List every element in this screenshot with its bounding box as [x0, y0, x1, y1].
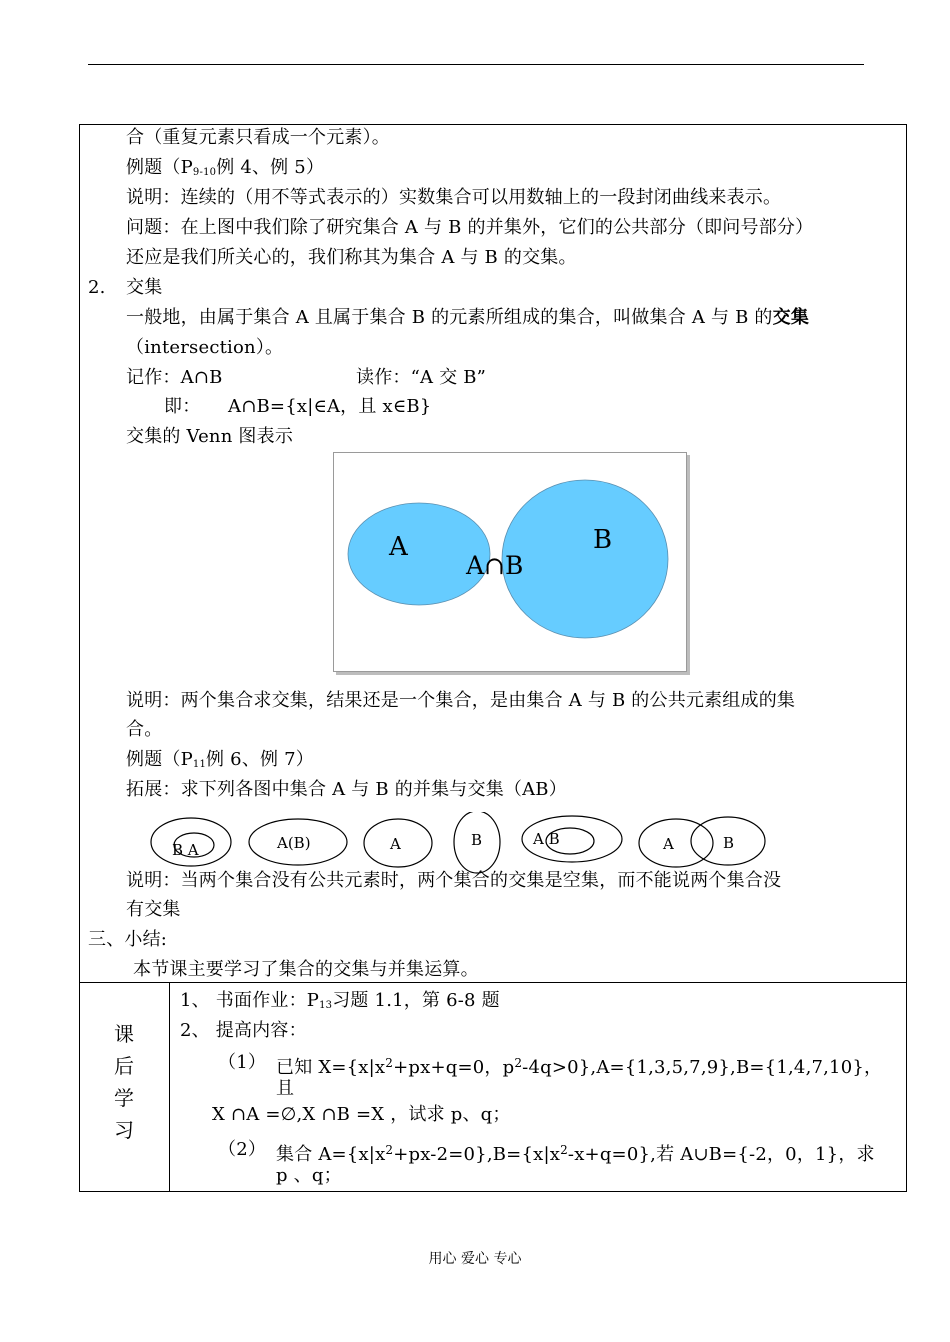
- homework-item-1-suffix: 习题 1.1，第 6-8 题: [332, 990, 500, 1011]
- problem-1-text: [276, 1052, 882, 1079]
- text-line: 还应是我们所关心的，我们称其为集合 A 与 B 的交集。: [126, 247, 577, 268]
- notation-line: 记作：A∩B: [126, 367, 223, 388]
- venn-label-a: A: [389, 532, 408, 562]
- homework-char: 后: [114, 1054, 134, 1078]
- problem-1-part: +px+q=0，p: [393, 1057, 515, 1078]
- note-line-cont: 合。: [126, 719, 163, 740]
- homework-item-1: [180, 990, 500, 1017]
- problem-2-part: +px-2=0},B={x|x: [393, 1144, 561, 1165]
- diag5-ellipse-a: [639, 819, 713, 867]
- homework-char: 学: [114, 1086, 134, 1110]
- text-line: 合（重复元素只看成一个元素）。: [126, 127, 390, 148]
- header-rule: [88, 64, 864, 65]
- note-line-cont: 有交集: [126, 899, 181, 920]
- venn-label-b: B: [593, 525, 613, 555]
- formula: A∩B={x|∈A，且 x∈B}: [228, 396, 432, 417]
- diag4-label: A B: [533, 830, 560, 848]
- note-line: 说明：连续的（用不等式表示的）实数集合可以用数轴上的一段封闭曲线来表示。: [126, 187, 782, 208]
- example-line: [126, 157, 324, 184]
- problem-2-cont: p 、q；: [276, 1165, 342, 1186]
- homework-label: [110, 1018, 138, 1146]
- superscript: 2: [385, 1143, 394, 1157]
- problem-1-number: （1）: [218, 1052, 267, 1073]
- problem-1-condition: X ∩A =∅,X ∩B =X ，试求 p、q；: [212, 1104, 511, 1125]
- diag2-label: A(B): [277, 834, 311, 852]
- table-column-separator: [169, 982, 170, 1192]
- homework-char: 课: [114, 1022, 134, 1046]
- definition-text: 一般地，由属于集合 A 且属于集合 B 的元素所组成的集合，叫做集合 A 与 B 的: [126, 307, 773, 328]
- diag5-label-a: A: [663, 835, 674, 853]
- page-subscript: 9-10: [192, 167, 217, 178]
- example-prefix: 例题（P: [126, 157, 193, 178]
- page-subscript: 11: [192, 759, 207, 770]
- table-row-separator: [79, 982, 907, 983]
- homework-item-1-prefix: 1、 书面作业：P: [180, 990, 320, 1011]
- example-suffix: 例 6、例 7）: [206, 749, 314, 770]
- problem-1-cont: 且: [276, 1078, 295, 1099]
- diag1-label: B A: [172, 841, 199, 859]
- problem-1-part: 已知 X={x|x: [276, 1057, 386, 1078]
- superscript: 2: [514, 1056, 523, 1070]
- section-heading: 交集: [126, 277, 163, 298]
- diag5-label-b: B: [723, 834, 735, 852]
- problem-1-part: -4q>0},A={1,3,5,7,9},B={1,4,7,10}，: [522, 1057, 883, 1078]
- problem-2-part: 集合 A={x|x: [276, 1144, 386, 1165]
- section-number: 2.: [88, 277, 106, 298]
- formula-label: 即：: [164, 396, 201, 417]
- definition-term: 交集: [772, 307, 810, 328]
- note-line: 说明：当两个集合没有公共元素时，两个集合的交集是空集，而不能说两个集合没: [126, 870, 782, 891]
- example-line: [126, 749, 314, 776]
- homework-item-2: 2、 提高内容：: [180, 1020, 307, 1041]
- venn-caption: 交集的 Venn 图表示: [126, 426, 294, 447]
- note-line: 说明：两个集合求交集，结果还是一个集合，是由集合 A 与 B 的公共元素组成的集: [126, 690, 796, 711]
- problem-2-part: -x+q=0},若 A∪B={-2，0，1}，求: [567, 1144, 875, 1165]
- example-prefix: 例题（P: [126, 749, 193, 770]
- extension-line: 拓展：求下列各图中集合 A 与 B 的并集与交集（AB）: [126, 779, 567, 800]
- homework-char: 习: [114, 1118, 134, 1142]
- diag3-label-b: B: [471, 831, 483, 849]
- summary-text: 本节课主要学习了集合的交集与并集运算。: [133, 959, 479, 980]
- definition-line: [126, 307, 809, 329]
- example-suffix: 例 4、例 5）: [216, 157, 325, 178]
- question-line: 问题：在上图中我们除了研究集合 A 与 B 的并集外，它们的公共部分（即问号部分）: [126, 217, 814, 238]
- problem-2-number: （2）: [218, 1139, 267, 1160]
- venn-diagram: [333, 452, 687, 672]
- superscript: 2: [560, 1143, 568, 1157]
- superscript: 2: [385, 1056, 394, 1070]
- problem-2-text: [276, 1139, 875, 1166]
- definition-term-english: （intersection）。: [126, 337, 284, 358]
- venn-label-intersection: A∩B: [466, 551, 524, 580]
- set-b-ellipse: [502, 480, 668, 638]
- page-subscript: 13: [319, 1000, 333, 1011]
- venn-svg: [334, 453, 686, 671]
- page-footer: 用心 爱心 专心: [428, 1251, 522, 1267]
- reading-line: 读作：“A 交 B”: [356, 367, 487, 388]
- summary-heading: 三、小结:: [88, 929, 168, 950]
- diag3-label-a: A: [390, 835, 401, 853]
